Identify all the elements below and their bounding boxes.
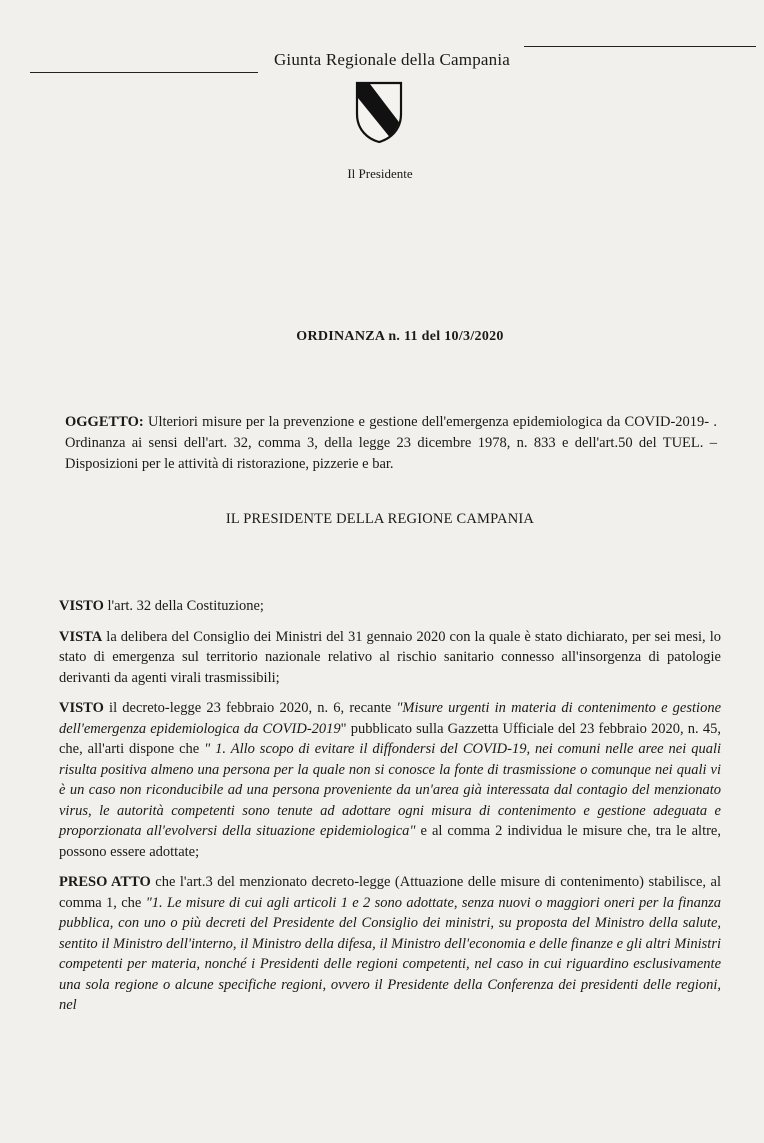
oggetto-label: OGGETTO:: [65, 414, 144, 430]
paragraph-text: la delibera del Consiglio dei Ministri del 31 gennaio 2020 con la quale è stato dichiarato, per sei mesi, lo stato di emergenza sul territorio nazionale relativo al rischio sanitario connesso all'insorgenza di patologie derivanti da agenti virali trasmissibili;: [59, 628, 721, 686]
president-label: Il Presidente: [347, 166, 413, 181]
paragraph-text: l'art. 32 della Costituzione;: [103, 598, 264, 614]
paragraph-visto-costituzione: [59, 596, 721, 617]
ordinanza-title: ORDINANZA n. 11 del 10/3/2020: [296, 329, 504, 344]
oggetto-text: Ulteriori misure per la prevenzione e gestione dell'emergenza epidemiologica da COVID-2019- . Ordinanza ai sensi dell'art. 32, comma 3, della legge 23 dicembre 1978, n. 833 e dell'art.50 del TUEL. – Disposizioni per le attività di ristorazione, pizzerie e bar.: [65, 414, 717, 472]
paragraph-visto-decreto: [59, 698, 721, 862]
paragraph-preso-atto: [59, 872, 721, 1016]
paragraph-text: che l'art.3 del menzionato decreto-legge (Attuazione delle misure di contenimento) stabilisce, al comma 1, che: [59, 874, 721, 911]
header-rule-right: [524, 46, 756, 47]
paragraph-vista-delibera: [59, 627, 721, 689]
section-heading: IL PRESIDENTE DELLA REGIONE CAMPANIA: [225, 511, 535, 527]
paragraph-text: e al comma 2 individua le misure che, tra le altre, possono essere adottate;: [59, 823, 721, 860]
paragraph-text: il decreto-legge 23 febbraio 2020, n. 6, recante: [103, 700, 397, 716]
paragraph-text: " pubblicato sulla Gazzetta Ufficiale del 23 febbraio 2020, n. 45, che, all'arti dispone che: [59, 720, 721, 757]
paragraph-quote: " 1. Allo scopo di evitare il diffondersi del COVID-19, nei comuni nelle aree nei quali risulta positiva almeno una persona per la quale non si conosce la fonte di trasmissione o comunque nei quali vi è un caso non riconducibile ad una persona proveniente da un'area già interessata dal contagio del menzionato virus, le autorità competenti sono tenute ad adottare ogni misura di contenimento e gestione adeguata e proporzionata all'evolversi della situazione epidemiologica": [59, 741, 721, 839]
paragraph-label: VISTA: [59, 628, 103, 645]
paragraph-quote: "Misure urgenti in materia di contenimento e gestione dell'emergenza epidemiologica da COVID-2019: [59, 700, 722, 737]
oggetto-block: [65, 412, 717, 475]
header-title: Giunta Regionale della Campania: [273, 50, 511, 69]
campania-crest-icon: [354, 80, 404, 144]
paragraph-label: PRESO ATTO: [59, 874, 151, 890]
paragraph-label: VISTO: [59, 700, 104, 716]
paragraph-quote: "1. Le misure di cui agli articoli 1 e 2 sono adottate, senza nuovi o maggiori oneri per la finanza pubblica, con uno o più decreti del Presidente del Consiglio dei ministri, su proposta del Ministro della salute, sentito il Ministro dell'interno, il Ministro della difesa, il Ministro dell'economia e delle finanze e gli altri Ministri competenti per materia, nonché i Presidenti delle regioni competenti, nel caso in cui riguardino esclusivamente una sola regione o alcune specifiche regioni, ovvero il Presidente della Conferenza dei presidenti delle regioni, nel: [59, 894, 721, 1013]
header-rule-left: [30, 72, 258, 73]
document-body: [59, 596, 721, 1026]
paragraph-label: VISTO: [59, 598, 104, 614]
